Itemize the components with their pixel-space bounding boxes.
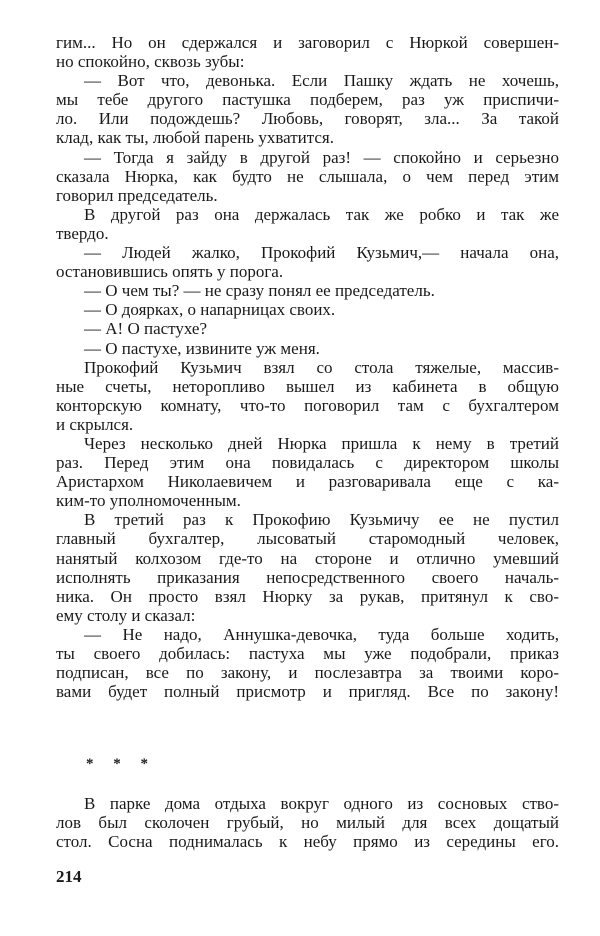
text-line: ло. Или подождешь? Любовь, говорят, зла... За такой: [56, 109, 559, 129]
text-line: — О доярках, о напарницах своих.: [84, 300, 336, 320]
text-line: клад, как ты, любой парень ухватится.: [56, 128, 335, 148]
text-line: — О пастухе, извините уж меня.: [84, 338, 320, 358]
text-line: — Тогда я зайду в другой раз! — спокойно и серьезно: [84, 147, 559, 167]
text-line: В парке дома отдыха вокруг одного из сосновых ство-: [84, 794, 559, 813]
text-line: ему столу и сказал:: [56, 605, 196, 625]
text-line: подписан, все по закону, и послезавтра за твоими коро-: [56, 663, 559, 683]
text-block-new-section: [56, 794, 559, 851]
text-line: сказала Нюрка, как будто не слышала, о чем перед этим: [56, 166, 559, 186]
text-line: исполнять приказания непосредственного своего началь-: [56, 567, 559, 587]
text-line: — А! О пастухе?: [84, 319, 208, 339]
section-separator: * * *: [86, 756, 156, 772]
text-line: ты своего добилась: пастуха мы уже подобрали, приказ: [56, 644, 559, 663]
text-line: — Не надо, Аннушка-девочка, туда больше ходить,: [84, 624, 559, 644]
text-line: конторскую комнату, что-то поговорил там с бухгалтером: [56, 395, 559, 415]
text-line: лов был сколочен грубый, но милый для всех дощатый: [56, 813, 559, 833]
text-line: — Вот что, девонька. Если Пашку ждать не хочешь,: [84, 71, 559, 91]
text-line: ника. Он просто взял Нюрку за рукав, притянул к сво-: [56, 586, 559, 606]
text-line: раз. Перед этим она повидалась с директором школы: [56, 453, 559, 473]
text-line: остановившись опять у порога.: [56, 262, 284, 282]
text-line: ные счеты, неторопливо вышел из кабинета в общую: [56, 376, 559, 396]
text-line: В другой раз она держалась так же робко и так же: [84, 204, 559, 224]
text-line: Аристархом Николаевичем и разговаривала еще с ка-: [56, 472, 559, 492]
text-line: вами будет полный присмотр и пригляд. Все по закону!: [56, 682, 559, 702]
text-line: Прокофий Кузьмич взял со стола тяжелые, массив-: [84, 357, 559, 377]
text-line: говорил председатель.: [56, 185, 218, 205]
text-line: гим... Но он сдержался и заговорил с Нюркой совершен-: [56, 33, 559, 52]
text-line: стол. Сосна поднималась к небу прямо из середины его.: [56, 832, 559, 852]
text-line: — О чем ты? — не сразу понял ее председатель.: [84, 281, 435, 301]
page-number: 214: [56, 867, 82, 886]
text-line: — Людей жалко, Прокофий Кузьмич,— начала она,: [84, 243, 559, 263]
text-line: мы тебе другого пастушка подберем, раз уж приспичи-: [56, 90, 559, 110]
text-block-main: [56, 33, 559, 701]
text-line: но спокойно, сквозь зубы:: [56, 52, 245, 72]
text-line: нанятый колхозом где-то на стороне и отлично умевший: [56, 548, 559, 568]
text-line: и скрылся.: [56, 414, 134, 434]
text-line: В третий раз к Прокофию Кузьмичу ее не пустил: [84, 510, 559, 530]
text-line: ким-то уполномоченным.: [56, 491, 241, 511]
text-line: главный бухгалтер, лысоватый старомодный человек,: [56, 529, 559, 549]
text-line: твердо.: [56, 223, 109, 243]
text-line: Через несколько дней Нюрка пришла к нему в третий: [84, 433, 559, 453]
